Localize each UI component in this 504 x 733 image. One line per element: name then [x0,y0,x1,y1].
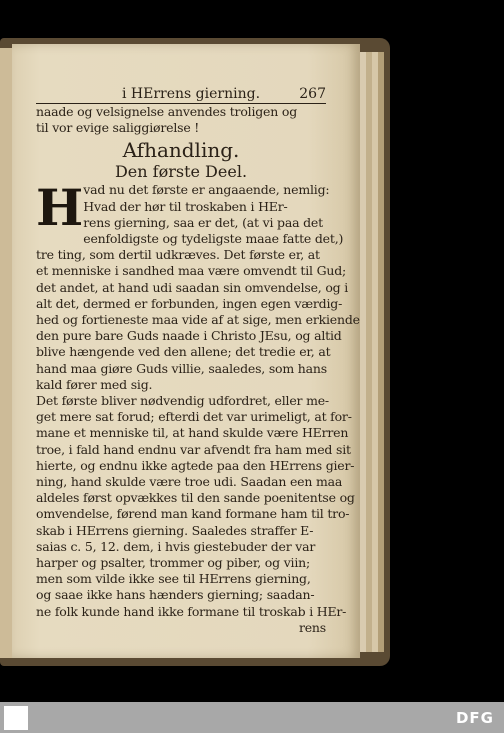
text-line: get mere sat forud; efterdi det var urimeligt, at for- [36,409,352,425]
decorated-initial: H [36,178,84,238]
text-line: Hvad der hør til troskaben i HEr- [83,198,288,214]
page-text [36,86,360,636]
section-subheading: Den første Deel. [114,162,248,182]
text-line: hierte, og endnu ikke agtede paa den HErrens gier- [36,457,355,473]
foundation-logo [4,706,28,730]
text-line: den pure bare Guds naade i Christo JEsu, og altid [36,328,342,344]
text-line: blive hængende ved den allene; det tredie er, at [36,344,331,360]
text-line: alt det, dermed er forbunden, ingen egen værdig- [36,295,343,311]
text-line: men som vilde ikke see til HErrens gierning, [36,571,311,587]
text-line: et menniske i sandhed maa være omvendt til Gud; [36,263,347,279]
text-line: troe, i fald hand endnu var afvendt fra ham med sit [36,441,351,457]
text-line: ning, hand skulde være troe udi. Saadan een maa [36,474,343,490]
text-line: rens gierning, saa er det, (at vi paa det [83,214,323,230]
text-line: hand maa giøre Guds villie, saaledes, som hans [36,360,327,376]
initial-lines [83,182,343,247]
dfg-logo: DFG [455,709,494,727]
text-line: vad nu det første er angaaende, nemlig: [83,182,330,198]
header-title: i HErrens gierning. [122,86,261,102]
body-text [36,247,360,620]
text-line: harper og psalter, trommer og piber, og viin; [36,555,311,571]
text-line: omvendelse, førend man kand formane ham til tro- [36,506,350,522]
section-heading: Afhandling. [122,138,240,163]
running-header [36,86,326,104]
text-line: mane et menniske til, at hand skulde være HErren [36,425,349,441]
text-line: og saae ikke hans hænders gierning; saadan- [36,587,315,603]
left-page-edge [0,48,12,658]
text-line: kald fører med sig. [36,376,153,392]
book-page [12,44,360,658]
text-line: aldeles først opvækkes til den sande poenitentse og [36,490,355,506]
text-line: hed og fortieneste maa vide af at sige, men erkiende [36,312,360,328]
page-edge [378,52,384,652]
text-line: det andet, at hand udi saadan sin omvendelse, og i [36,279,349,295]
text-line: til vor evige saliggiørelse ! [36,120,200,136]
text-line: ne folk kunde hand ikke formane til troskab i HEr- [36,603,347,619]
footer-bar [0,702,504,733]
text-line: saias c. 5, 12. dem, i hvis giestebuder der var [36,538,316,554]
catchword: rens [298,619,326,635]
text-line: tre ting, som dertil udkræves. Det første er, at [36,247,320,263]
text-line: eenfoldigste og tydeligste maae fatte det,) [83,231,344,247]
text-line: skab i HErrens gierning. Saaledes straffer E- [36,522,314,538]
text-line: naade og velsignelse anvendes troligen og [36,104,298,119]
initial-block [36,178,344,247]
page-number: 267 [299,86,326,102]
text-line: Det første bliver nødvendig udfordret, eller me- [36,393,329,409]
